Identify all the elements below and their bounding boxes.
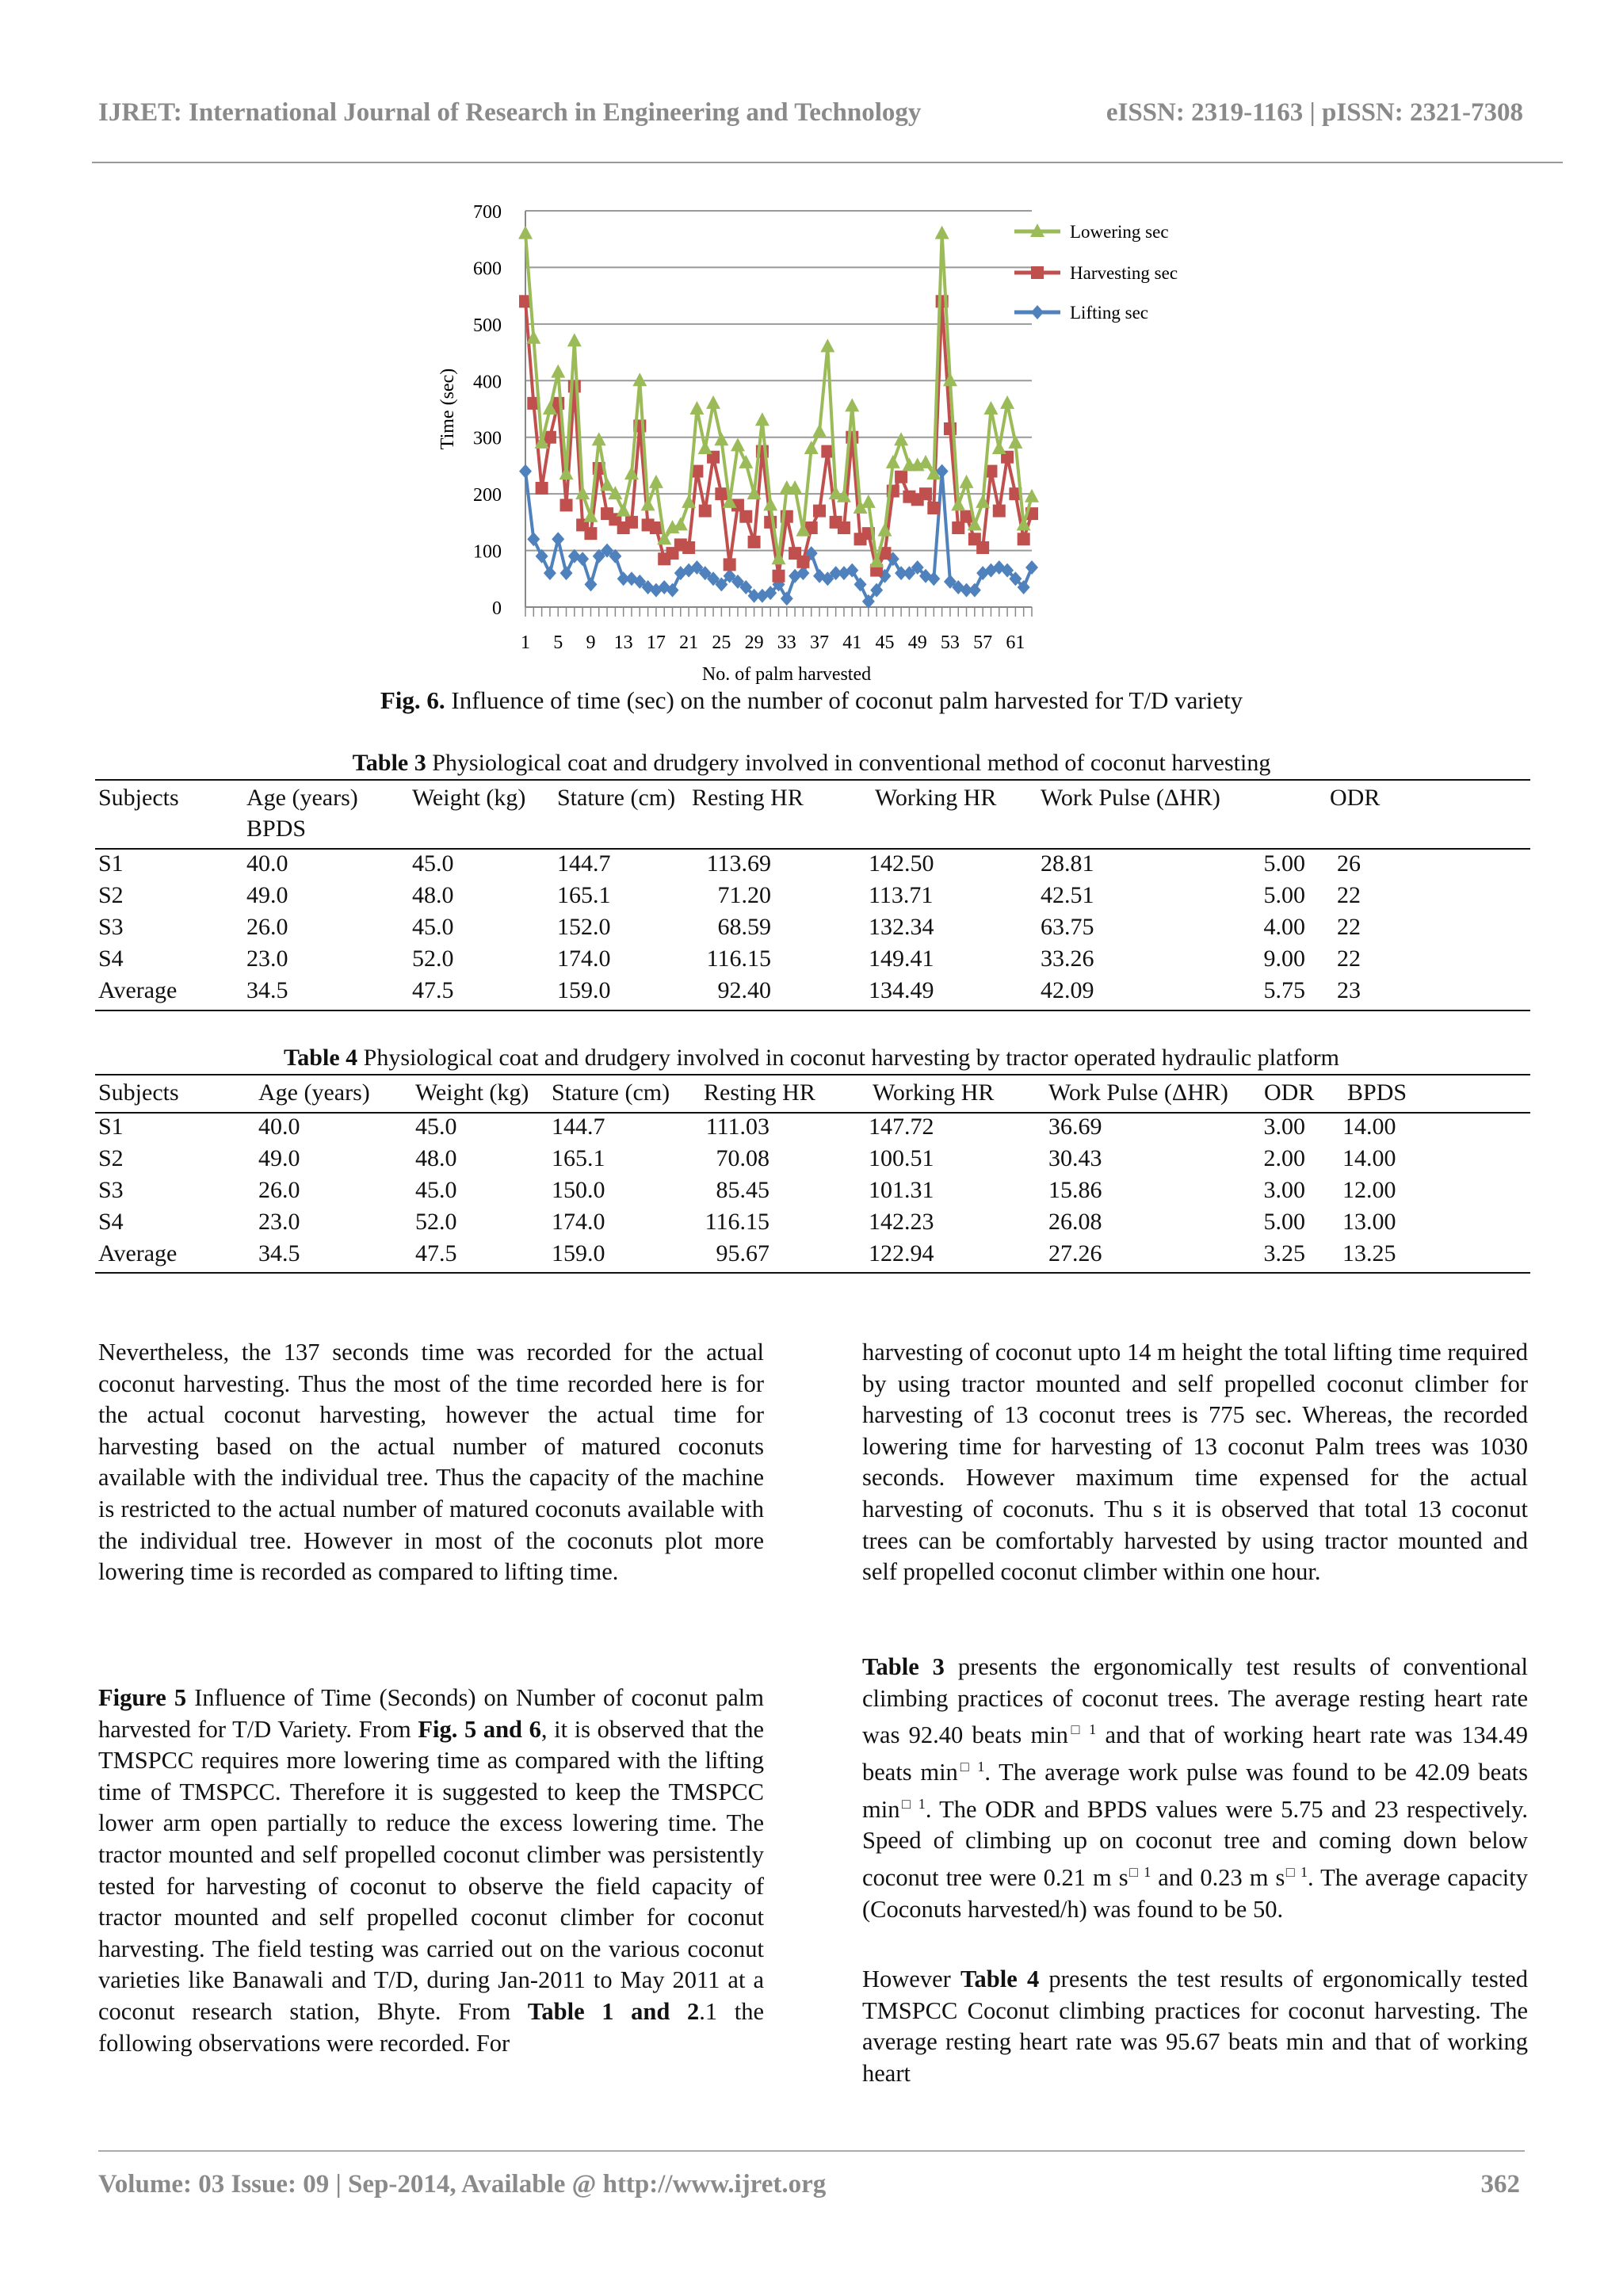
data-point: [1025, 560, 1038, 575]
data-point: [560, 499, 573, 511]
table-header: BPDS: [246, 816, 307, 842]
table-header: Work Pulse (ΔHR): [1048, 1079, 1228, 1106]
data-point: [755, 412, 769, 426]
table-cell: 13.25: [1342, 1240, 1396, 1266]
x-tick-label: 53: [940, 632, 960, 653]
table-cell: S2: [98, 882, 124, 908]
data-point: [617, 503, 631, 517]
left-paragraph-2: Figure 5 Influence of Time (Seconds) on Number of coconut palm harvested for T/D Variety. From Fig. 5 and 6, it is observed that the TMSPCC requires more lowering time as compared with the lifting time of TMSPCC. Therefore it is suggested to keep the TMSPCC lower arm open partially to reduce the excess lowering time. The tractor mounted and self propelled coconut climber was persistently tested for harvesting of coconut to observe the field capacity of tractor mounted and self propelled coconut climber for coconut harvesting. The field testing was carried out on the various coconut varieties like Banawali and T/D, during Jan-2011 to May 2011 at a coconut research station, Bhyte. From Table 1 and 2.1 the following observations were recorded. For: [98, 1684, 765, 2057]
table-header: BPDS: [1347, 1079, 1407, 1106]
footer-rule: [98, 2150, 1525, 2152]
data-point: [796, 556, 809, 568]
table-cell: 63.75: [1041, 914, 1094, 940]
data-point: [584, 527, 597, 540]
y-tick-label: 300: [473, 428, 502, 449]
journal-title: IJRET: International Journal of Research in Engineering and Technology: [98, 98, 922, 127]
data-point: [763, 497, 777, 510]
data-point: [724, 558, 736, 571]
table-cell: 49.0: [246, 882, 288, 908]
x-tick-label: 5: [553, 632, 563, 653]
table-cell: 23.0: [258, 1209, 300, 1235]
data-point: [1025, 489, 1039, 502]
table-cell: S4: [98, 1209, 124, 1235]
x-tick-label: 17: [646, 632, 666, 653]
table-header: Age (years): [246, 785, 358, 811]
data-point: [845, 398, 859, 411]
table-cell: 113.71: [869, 882, 934, 908]
data-point: [1000, 395, 1014, 409]
table-cell: 3.00: [1263, 1177, 1305, 1203]
table-cell: 101.31: [869, 1177, 934, 1203]
data-point: [715, 487, 727, 500]
y-tick-label: 100: [473, 541, 502, 563]
data-point: [592, 432, 606, 445]
table-header: Age (years): [258, 1079, 370, 1106]
table-cell: 23.0: [246, 946, 288, 972]
table-cell: 42.51: [1041, 882, 1094, 908]
table-cell: 100.51: [869, 1145, 934, 1171]
table-cell: 26.0: [258, 1177, 300, 1203]
table-header: Stature (cm): [552, 1079, 670, 1106]
table-header: Subjects: [98, 785, 179, 811]
table-cell: 174.0: [552, 1209, 605, 1235]
data-point: [895, 471, 907, 483]
data-point: [992, 441, 1006, 454]
table-cell: 42.09: [1041, 977, 1094, 1003]
table-cell: 113.69: [706, 850, 771, 877]
left-paragraph-1: Nevertheless, the 137 seconds time was recorded for the actual coconut harvesting. Thus the most of the time recorded here is for the actual coconut harvesting, however the actual time for harvesting based on the actual number of matured coconuts available with the individual tree. Thus the capacity of the machine is restricted to the actual number of matured coconuts available with the individual tree. However in most of the coconuts plot more lowering time is recorded as compared to lifting time.: [98, 1339, 764, 1586]
data-point: [583, 509, 598, 522]
x-tick-label: 21: [679, 632, 699, 653]
table-cell: 134.49: [869, 977, 934, 1003]
table-header: Subjects: [98, 1079, 179, 1106]
table-cell: 26.0: [246, 914, 288, 940]
x-tick-label: 41: [842, 632, 862, 653]
issn: eISSN: 2319-1163 | pISSN: 2321-7308: [1106, 98, 1523, 127]
table-cell: S3: [98, 1177, 124, 1203]
data-point: [960, 475, 974, 488]
table-cell: 40.0: [258, 1114, 300, 1140]
table-cell: 165.1: [552, 1145, 605, 1171]
y-tick-label: 0: [492, 598, 502, 619]
table-cell: 174.0: [557, 946, 611, 972]
table-cell: 27.26: [1048, 1240, 1102, 1266]
table-cell: 36.69: [1048, 1114, 1102, 1140]
table-cell: 3.25: [1263, 1240, 1305, 1266]
data-point: [674, 517, 688, 530]
table-cell: 165.1: [557, 882, 611, 908]
data-point: [886, 455, 900, 468]
table-cell: 111.03: [705, 1114, 769, 1140]
right-paragraph-1: harvesting of coconut upto 14 m height the total lifting time required by using tractor mounted and self propelled coconut climber for harvesting of 13 coconut trees is 775 sec. Whereas, the recorded lowering time for harvesting of 13 coconut Palm trees was 1030 seconds. However maximum time expensed for the actual harvesting of coconuts. Thu s it is observed that total 13 coconut trees can be comfortably harvested by using tractor mounted and self propelled coconut climber within one hour.: [862, 1339, 1528, 1586]
data-point: [731, 437, 745, 451]
table-rule: [95, 1074, 1530, 1075]
right-paragraph-2: Table 3 presents the ergonomically test results of conventional climbing practices of coconut trees. The average resting heart rate was 92.40 beats $\min^{□ 1}$ and that of working heart rate was 134.49 beats $\min^{□ 1}$. The average work pulse was found to be 42.09 beats $\min^{□ 1}$. The ODR and BPDS values were 5.75 and 23 respectively. Speed of climbing up on coconut tree and coming down below coconut tree were 0.21 m $s^{□ 1}$ and 0.23 m $s^{□ 1}$. The average capacity (Coconuts harvested/h) was found to be 50.: [862, 1653, 1529, 1923]
legend-label: Lowering sec: [1070, 222, 1169, 242]
data-point: [706, 395, 720, 409]
table-cell: 23: [1337, 977, 1361, 1003]
table-cell: 159.0: [557, 977, 611, 1003]
data-point: [551, 365, 565, 378]
data-point: [527, 532, 540, 546]
table-cell: 34.5: [258, 1240, 300, 1266]
footer-volume: Volume: 03 Issue: 09 | Sep-2014, Available @ http://www.ijret.org: [98, 2170, 827, 2199]
table-cell: S3: [98, 914, 124, 940]
table-cell: 95.67: [716, 1240, 769, 1266]
data-point: [739, 510, 752, 523]
data-point: [519, 464, 532, 479]
table-cell: 48.0: [415, 1145, 457, 1171]
table-cell: 22: [1337, 882, 1361, 908]
journal-link[interactable]: http://www.ijret.org: [602, 2170, 827, 2199]
x-tick-label: 37: [810, 632, 830, 653]
table-cell: 22: [1337, 914, 1361, 940]
legend-marker: [1031, 305, 1044, 319]
data-point: [894, 432, 908, 445]
table-cell: Average: [98, 977, 178, 1003]
data-point: [632, 372, 647, 386]
x-tick-label: 49: [907, 632, 927, 653]
table-cell: 12.00: [1342, 1177, 1396, 1203]
data-point: [1018, 533, 1030, 545]
table-cell: 14.00: [1342, 1145, 1396, 1171]
table-cell: 45.0: [415, 1114, 457, 1140]
y-tick-label: 700: [473, 202, 502, 223]
x-tick-label: 33: [777, 632, 796, 653]
right-paragraph-3: However Table 4 presents the test results of ergonomically tested TMSPCC Coconut climbing practices for coconut harvesting. The average resting heart rate was 95.67 beats min and that of working heart: [862, 1966, 1528, 2087]
table-cell: 14.00: [1342, 1114, 1396, 1140]
table-cell: Average: [98, 1240, 178, 1266]
data-point: [682, 541, 695, 554]
table-rule: [95, 848, 1530, 850]
table-cell: S4: [98, 946, 124, 972]
table-cell: 45.0: [412, 914, 454, 940]
data-point: [567, 333, 582, 346]
data-point: [699, 505, 712, 518]
table-cell: 47.5: [412, 977, 454, 1003]
table-header: Stature (cm): [557, 785, 676, 811]
data-point: [544, 566, 556, 580]
table-cell: 49.0: [258, 1145, 300, 1171]
table-cell: 52.0: [415, 1209, 457, 1235]
table-cell: 122.94: [869, 1240, 934, 1266]
data-point: [748, 536, 761, 548]
data-point: [575, 486, 590, 499]
table-cell: 5.00: [1263, 850, 1305, 877]
table-cell: 159.0: [552, 1240, 605, 1266]
data-point: [689, 401, 704, 415]
data-point: [625, 516, 638, 529]
data-point: [804, 441, 819, 454]
table-cell: 149.41: [869, 946, 934, 972]
x-tick-label: 61: [1006, 632, 1025, 653]
page-number: 362: [1480, 2170, 1520, 2199]
table-cell: S1: [98, 1114, 124, 1140]
table-header: ODR: [1264, 1079, 1315, 1106]
table-header: ODR: [1330, 785, 1381, 811]
table-cell: 33.26: [1041, 946, 1094, 972]
table-header: Resting HR: [704, 1079, 815, 1106]
table-cell: 30.43: [1048, 1145, 1102, 1171]
table-cell: 4.00: [1263, 914, 1305, 940]
data-point: [698, 441, 712, 454]
table-cell: 144.7: [557, 850, 611, 877]
line-chart: [0, 0, 1623, 690]
table-cell: 116.15: [705, 1209, 769, 1235]
table-cell: S2: [98, 1145, 124, 1171]
table-cell: 5.00: [1263, 1209, 1305, 1235]
table-cell: 147.72: [869, 1114, 934, 1140]
x-tick-label: 45: [875, 632, 895, 653]
y-tick-label: 500: [473, 315, 502, 336]
data-point: [739, 455, 753, 468]
table-cell: 48.0: [412, 882, 454, 908]
table-cell: 26: [1337, 850, 1361, 877]
table-rule: [95, 1010, 1530, 1011]
table-cell: 144.7: [552, 1114, 605, 1140]
table-rule: [95, 1272, 1530, 1274]
table-cell: 150.0: [552, 1177, 605, 1203]
data-point: [968, 583, 981, 598]
data-point: [641, 497, 655, 510]
x-tick-label: 57: [973, 632, 993, 653]
table-cell: 116.15: [706, 946, 771, 972]
data-point: [993, 505, 1006, 518]
data-point: [560, 566, 573, 580]
table-cell: 52.0: [412, 946, 454, 972]
table-cell: 68.59: [717, 914, 771, 940]
data-point: [838, 521, 850, 534]
x-tick-label: 1: [521, 632, 530, 653]
figure-caption: Fig. 6. Influence of time (sec) on the number of coconut palm harvested for T/D variety: [380, 686, 1243, 714]
x-tick-label: 13: [613, 632, 633, 653]
x-tick-label: 29: [744, 632, 764, 653]
y-axis-label: Time (sec): [437, 368, 458, 450]
table-cell: 5.00: [1263, 882, 1305, 908]
table-cell: 45.0: [412, 850, 454, 877]
table-header: Resting HR: [692, 785, 804, 811]
data-point: [552, 532, 564, 546]
table-cell: 22: [1337, 946, 1361, 972]
data-point: [983, 401, 998, 415]
data-point: [919, 487, 932, 500]
table-cell: 142.50: [869, 850, 934, 877]
table-cell: 13.00: [1342, 1209, 1396, 1235]
table-rule: [95, 779, 1530, 781]
table3-title: Table 3 Physiological coat and drudgery involved in conventional method of coconut harvesting: [352, 750, 1271, 776]
y-tick-label: 200: [473, 485, 502, 506]
table-header: Working HR: [875, 785, 997, 811]
data-point: [927, 502, 940, 514]
table-header: Weight (kg): [415, 1079, 529, 1106]
table-header: Work Pulse (ΔHR): [1041, 785, 1220, 811]
table-cell: 47.5: [415, 1240, 457, 1266]
table-cell: 34.5: [246, 977, 288, 1003]
table-cell: 28.81: [1041, 850, 1094, 877]
data-point: [714, 432, 728, 445]
table-cell: 2.00: [1263, 1145, 1305, 1171]
table-rule: [95, 1112, 1530, 1114]
table-cell: S1: [98, 850, 124, 877]
table-cell: 85.45: [716, 1177, 769, 1203]
data-point: [559, 466, 574, 479]
table-cell: 70.08: [716, 1145, 769, 1171]
table-cell: 132.34: [869, 914, 934, 940]
data-point: [951, 497, 965, 510]
data-point: [813, 505, 826, 518]
data-point: [773, 570, 785, 583]
x-axis-label: No. of palm harvested: [701, 664, 872, 685]
table-cell: 45.0: [415, 1177, 457, 1203]
data-point: [584, 577, 597, 591]
data-point: [976, 541, 989, 554]
data-point: [935, 226, 949, 239]
table-cell: 152.0: [557, 914, 611, 940]
y-tick-label: 600: [473, 258, 502, 280]
data-point: [812, 424, 827, 437]
table-cell: 26.08: [1048, 1209, 1102, 1235]
legend-label: Harvesting sec: [1070, 263, 1178, 283]
data-point: [649, 475, 663, 488]
data-point: [861, 495, 876, 508]
table-cell: 5.75: [1263, 977, 1305, 1003]
table-cell: 15.86: [1048, 1177, 1102, 1203]
table-cell: 92.40: [717, 977, 771, 1003]
x-tick-label: 25: [712, 632, 731, 653]
legend-label: Lifting sec: [1070, 303, 1148, 323]
data-point: [518, 226, 533, 239]
table-cell: 142.23: [869, 1209, 934, 1235]
table-cell: 71.20: [717, 882, 771, 908]
legend-marker: [1031, 266, 1044, 279]
data-point: [820, 338, 834, 352]
table-cell: 40.0: [246, 850, 288, 877]
table4-title: Table 4 Physiological coat and drudgery involved in coconut harvesting by tractor operated hydraulic platform: [284, 1045, 1339, 1071]
table-cell: 3.00: [1263, 1114, 1305, 1140]
data-point: [536, 482, 548, 495]
table-cell: 9.00: [1263, 946, 1305, 972]
table-header: Working HR: [873, 1079, 995, 1106]
y-tick-label: 400: [473, 372, 502, 393]
table-header: Weight (kg): [412, 785, 526, 811]
x-tick-label: 9: [586, 632, 596, 653]
data-point: [918, 455, 933, 468]
data-point: [952, 521, 964, 534]
